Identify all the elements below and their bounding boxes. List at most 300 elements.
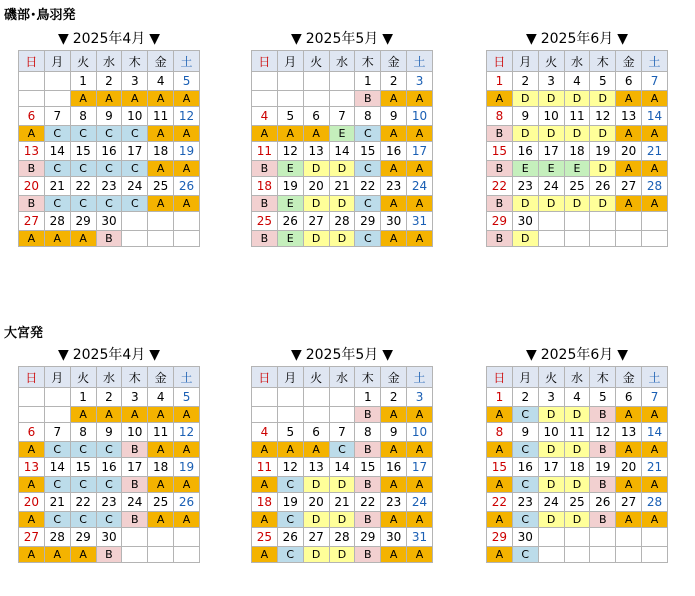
date-cell: 24: [407, 493, 433, 512]
date-cell: 23: [96, 493, 122, 512]
date-cell: 20: [303, 493, 329, 512]
date-cell: 12: [174, 107, 200, 126]
date-cell: 5: [174, 72, 200, 91]
weekday-header: 金: [616, 367, 642, 388]
date-cell: 1: [355, 72, 381, 91]
fare-code-cell: [616, 231, 642, 247]
fare-code-cell: C: [355, 161, 381, 177]
date-cell: 27: [303, 212, 329, 231]
next-month-arrow-icon[interactable]: ▼: [617, 347, 629, 363]
date-cell: 14: [329, 142, 355, 161]
date-cell: [538, 212, 564, 231]
date-cell: [148, 528, 174, 547]
next-month-arrow-icon[interactable]: ▼: [382, 347, 394, 363]
weekday-header: 火: [70, 367, 96, 388]
date-cell: 19: [590, 458, 616, 477]
weekday-header: 日: [19, 367, 45, 388]
fare-code-cell: [277, 407, 303, 423]
fare-code-cell: [303, 407, 329, 423]
date-cell: 22: [355, 493, 381, 512]
fare-code-cell: A: [19, 231, 45, 247]
fare-code-cell: A: [616, 91, 642, 107]
fare-code-cell: [564, 231, 590, 247]
weekday-header: 水: [96, 367, 122, 388]
date-cell: 18: [148, 142, 174, 161]
prev-month-arrow-icon[interactable]: ▼: [290, 347, 302, 363]
date-cell: [148, 212, 174, 231]
fare-code-cell: A: [19, 126, 45, 142]
week-date-row: [487, 493, 668, 512]
fare-code-cell: A: [487, 407, 513, 423]
date-cell: 26: [590, 493, 616, 512]
week-code-row: [487, 126, 668, 142]
date-cell: 13: [303, 142, 329, 161]
week-date-row: [487, 72, 668, 91]
date-cell: 18: [564, 142, 590, 161]
calendar-grid: [251, 366, 433, 563]
fare-code-cell: A: [174, 196, 200, 212]
date-cell: 2: [381, 72, 407, 91]
week-date-row: [252, 423, 433, 442]
date-cell: 15: [70, 142, 96, 161]
week-date-row: [252, 72, 433, 91]
date-cell: 4: [252, 107, 278, 126]
date-cell: 23: [512, 177, 538, 196]
fare-code-cell: A: [616, 512, 642, 528]
fare-code-cell: A: [148, 161, 174, 177]
prev-month-arrow-icon[interactable]: ▼: [57, 347, 69, 363]
fare-code-cell: B: [96, 231, 122, 247]
fare-code-cell: C: [355, 196, 381, 212]
date-cell: 28: [329, 528, 355, 547]
fare-code-cell: A: [148, 91, 174, 107]
fare-code-cell: A: [407, 442, 433, 458]
date-cell: 3: [538, 72, 564, 91]
date-cell: 11: [564, 107, 590, 126]
fare-code-cell: A: [616, 442, 642, 458]
date-cell: 17: [538, 142, 564, 161]
week-date-row: [487, 423, 668, 442]
date-cell: [303, 388, 329, 407]
date-cell: 3: [538, 388, 564, 407]
fare-code-cell: A: [381, 407, 407, 423]
fare-code-cell: A: [148, 196, 174, 212]
date-cell: 21: [44, 493, 70, 512]
month-label: 2025年6月: [540, 31, 614, 47]
date-cell: 13: [19, 142, 45, 161]
date-cell: [19, 388, 45, 407]
date-cell: [564, 528, 590, 547]
fare-code-cell: A: [174, 126, 200, 142]
date-cell: [303, 72, 329, 91]
fare-code-cell: D: [512, 126, 538, 142]
week-code-row: [19, 512, 200, 528]
fare-code-cell: [252, 407, 278, 423]
week-date-row: [252, 458, 433, 477]
date-cell: 6: [19, 423, 45, 442]
week-date-row: [252, 212, 433, 231]
date-cell: 9: [381, 107, 407, 126]
prev-month-arrow-icon[interactable]: ▼: [290, 31, 302, 47]
prev-month-arrow-icon[interactable]: ▼: [525, 31, 537, 47]
fare-code-cell: A: [148, 512, 174, 528]
fare-code-cell: C: [70, 161, 96, 177]
fare-code-cell: C: [512, 442, 538, 458]
date-cell: 18: [252, 177, 278, 196]
date-cell: 2: [96, 388, 122, 407]
date-cell: 17: [122, 458, 148, 477]
month-label: 2025年5月: [305, 347, 379, 363]
weekday-header: 金: [616, 51, 642, 72]
fare-code-cell: A: [407, 196, 433, 212]
fare-code-cell: A: [252, 126, 278, 142]
fare-code-cell: D: [590, 196, 616, 212]
date-cell: 19: [277, 177, 303, 196]
date-cell: 27: [19, 212, 45, 231]
date-cell: 18: [252, 493, 278, 512]
fare-code-cell: B: [252, 161, 278, 177]
next-month-arrow-icon[interactable]: ▼: [149, 31, 161, 47]
fare-code-cell: [174, 231, 200, 247]
date-cell: 19: [174, 458, 200, 477]
fare-code-cell: B: [487, 161, 513, 177]
weekday-header: 月: [277, 51, 303, 72]
fare-code-cell: A: [407, 407, 433, 423]
date-cell: 29: [487, 528, 513, 547]
fare-code-cell: C: [70, 126, 96, 142]
fare-code-cell: A: [96, 91, 122, 107]
week-code-row: [19, 231, 200, 247]
fare-code-cell: [252, 91, 278, 107]
fare-code-cell: D: [564, 126, 590, 142]
weekday-header: 土: [642, 51, 668, 72]
date-cell: 24: [122, 493, 148, 512]
week-code-row: [252, 196, 433, 212]
date-cell: 15: [487, 458, 513, 477]
date-cell: 26: [277, 212, 303, 231]
fare-code-cell: A: [407, 547, 433, 563]
month-label: 2025年4月: [72, 347, 146, 363]
date-cell: 29: [355, 212, 381, 231]
fare-code-cell: C: [277, 547, 303, 563]
weekday-header: 月: [512, 367, 538, 388]
date-cell: [616, 528, 642, 547]
fare-code-cell: D: [303, 161, 329, 177]
weekday-header: 水: [329, 367, 355, 388]
fare-code-cell: A: [277, 442, 303, 458]
date-cell: 22: [487, 177, 513, 196]
date-cell: 9: [381, 423, 407, 442]
fare-code-cell: [122, 231, 148, 247]
fare-code-cell: D: [512, 91, 538, 107]
date-cell: 17: [538, 458, 564, 477]
week-date-row: [19, 423, 200, 442]
date-cell: [642, 528, 668, 547]
week-code-row: [487, 512, 668, 528]
fare-code-cell: A: [19, 477, 45, 493]
fare-code-cell: D: [329, 547, 355, 563]
weekday-header: 火: [303, 51, 329, 72]
date-cell: 12: [590, 423, 616, 442]
week-date-row: [487, 388, 668, 407]
date-cell: 27: [616, 177, 642, 196]
date-cell: 8: [355, 423, 381, 442]
week-date-row: [487, 177, 668, 196]
date-cell: 7: [642, 72, 668, 91]
fare-code-cell: A: [381, 231, 407, 247]
date-cell: 14: [642, 423, 668, 442]
fare-code-cell: E: [564, 161, 590, 177]
section-title: 磯部･鳥羽発: [4, 8, 76, 23]
weekday-header-row: [19, 367, 200, 388]
date-cell: 27: [616, 493, 642, 512]
fare-code-cell: D: [538, 512, 564, 528]
date-cell: 14: [44, 458, 70, 477]
date-cell: 24: [538, 177, 564, 196]
week-date-row: [19, 177, 200, 196]
fare-code-cell: B: [122, 442, 148, 458]
fare-code-cell: [642, 547, 668, 563]
week-date-row: [487, 458, 668, 477]
fare-code-cell: A: [407, 477, 433, 493]
date-cell: 8: [70, 107, 96, 126]
fare-code-cell: [148, 547, 174, 563]
fare-code-cell: A: [616, 477, 642, 493]
date-cell: 7: [329, 107, 355, 126]
week-date-row: [19, 493, 200, 512]
fare-code-cell: C: [44, 126, 70, 142]
date-cell: 16: [96, 142, 122, 161]
date-cell: 4: [564, 388, 590, 407]
date-cell: 26: [174, 177, 200, 196]
week-date-row: [252, 107, 433, 126]
fare-code-cell: A: [407, 161, 433, 177]
date-cell: 15: [355, 458, 381, 477]
date-cell: 29: [70, 212, 96, 231]
fare-code-cell: D: [564, 91, 590, 107]
fare-code-cell: A: [407, 91, 433, 107]
weekday-header: 土: [642, 367, 668, 388]
fare-code-cell: A: [642, 91, 668, 107]
fare-code-cell: D: [303, 477, 329, 493]
date-cell: 4: [148, 72, 174, 91]
date-cell: 8: [355, 107, 381, 126]
date-cell: 7: [642, 388, 668, 407]
fare-code-cell: A: [252, 477, 278, 493]
date-cell: 13: [616, 423, 642, 442]
fare-code-cell: D: [329, 196, 355, 212]
prev-month-arrow-icon[interactable]: ▼: [57, 31, 69, 47]
date-cell: 3: [407, 72, 433, 91]
date-cell: 19: [277, 493, 303, 512]
fare-code-cell: B: [590, 442, 616, 458]
next-month-arrow-icon[interactable]: ▼: [382, 31, 394, 47]
date-cell: 25: [148, 177, 174, 196]
date-cell: 18: [148, 458, 174, 477]
fare-code-cell: E: [277, 196, 303, 212]
week-code-row: [487, 407, 668, 423]
date-cell: 28: [642, 493, 668, 512]
fare-code-cell: B: [355, 547, 381, 563]
date-cell: 11: [252, 458, 278, 477]
fare-code-cell: E: [329, 126, 355, 142]
week-date-row: [487, 212, 668, 231]
fare-code-cell: D: [303, 512, 329, 528]
date-cell: 16: [512, 142, 538, 161]
fare-code-cell: D: [303, 231, 329, 247]
date-cell: 3: [407, 388, 433, 407]
fare-code-cell: C: [355, 126, 381, 142]
fare-code-cell: A: [303, 126, 329, 142]
fare-code-cell: B: [122, 512, 148, 528]
fare-code-cell: A: [642, 442, 668, 458]
month-header: [486, 344, 668, 366]
date-cell: 21: [44, 177, 70, 196]
date-cell: 24: [538, 493, 564, 512]
weekday-header: 木: [122, 51, 148, 72]
fare-code-cell: C: [96, 442, 122, 458]
fare-code-cell: C: [355, 231, 381, 247]
date-cell: 29: [70, 528, 96, 547]
week-code-row: [487, 477, 668, 493]
date-cell: 1: [487, 72, 513, 91]
weekday-header: 土: [407, 367, 433, 388]
fare-code-cell: [148, 231, 174, 247]
fare-code-cell: C: [96, 161, 122, 177]
date-cell: 15: [487, 142, 513, 161]
next-month-arrow-icon[interactable]: ▼: [149, 347, 161, 363]
next-month-arrow-icon[interactable]: ▼: [617, 31, 629, 47]
date-cell: 12: [277, 142, 303, 161]
week-code-row: [487, 442, 668, 458]
date-cell: 5: [590, 388, 616, 407]
fare-code-cell: C: [96, 196, 122, 212]
fare-code-cell: A: [252, 442, 278, 458]
date-cell: 5: [590, 72, 616, 91]
date-cell: [616, 212, 642, 231]
week-code-row: [252, 477, 433, 493]
month-calendar: [486, 344, 668, 563]
weekday-header: 木: [122, 367, 148, 388]
fare-code-cell: A: [174, 442, 200, 458]
fare-code-cell: A: [642, 126, 668, 142]
date-cell: 2: [381, 388, 407, 407]
fare-code-cell: C: [512, 477, 538, 493]
fare-code-cell: A: [148, 407, 174, 423]
weekday-header: 火: [538, 367, 564, 388]
date-cell: 10: [122, 107, 148, 126]
fare-code-cell: D: [538, 442, 564, 458]
month-label: 2025年6月: [540, 347, 614, 363]
date-cell: [642, 212, 668, 231]
fare-code-cell: D: [564, 442, 590, 458]
date-cell: 29: [487, 212, 513, 231]
week-date-row: [19, 388, 200, 407]
fare-code-cell: C: [512, 512, 538, 528]
fare-code-cell: D: [329, 512, 355, 528]
weekday-header: 月: [44, 51, 70, 72]
prev-month-arrow-icon[interactable]: ▼: [525, 347, 537, 363]
date-cell: [590, 212, 616, 231]
fare-code-cell: C: [96, 477, 122, 493]
date-cell: 18: [564, 458, 590, 477]
week-code-row: [252, 512, 433, 528]
fare-code-cell: [19, 91, 45, 107]
date-cell: 24: [407, 177, 433, 196]
week-code-row: [487, 231, 668, 247]
fare-code-cell: A: [148, 477, 174, 493]
date-cell: 30: [512, 528, 538, 547]
week-date-row: [19, 72, 200, 91]
fare-code-cell: A: [148, 126, 174, 142]
date-cell: 7: [44, 423, 70, 442]
month-header: [18, 28, 200, 50]
week-code-row: [252, 161, 433, 177]
fare-code-cell: D: [303, 547, 329, 563]
fare-code-cell: C: [44, 477, 70, 493]
date-cell: 9: [96, 107, 122, 126]
fare-code-cell: D: [538, 196, 564, 212]
week-code-row: [19, 196, 200, 212]
fare-code-cell: D: [590, 161, 616, 177]
date-cell: 1: [487, 388, 513, 407]
fare-code-cell: A: [381, 477, 407, 493]
fare-code-cell: [590, 231, 616, 247]
date-cell: 13: [303, 458, 329, 477]
month-header: [486, 28, 668, 50]
date-cell: 24: [122, 177, 148, 196]
fare-code-cell: B: [590, 512, 616, 528]
date-cell: 28: [44, 212, 70, 231]
fare-code-cell: B: [355, 512, 381, 528]
calendar-grid: [18, 50, 200, 247]
fare-code-cell: D: [538, 91, 564, 107]
fare-code-cell: B: [252, 196, 278, 212]
week-code-row: [487, 91, 668, 107]
fare-code-cell: A: [642, 407, 668, 423]
date-cell: 20: [19, 177, 45, 196]
week-date-row: [252, 142, 433, 161]
fare-code-cell: A: [381, 91, 407, 107]
date-cell: [44, 72, 70, 91]
fare-code-cell: A: [70, 547, 96, 563]
weekday-header-row: [487, 367, 668, 388]
date-cell: 22: [70, 177, 96, 196]
fare-code-cell: A: [19, 512, 45, 528]
date-cell: 10: [538, 107, 564, 126]
date-cell: 28: [329, 212, 355, 231]
date-cell: 19: [174, 142, 200, 161]
week-date-row: [252, 493, 433, 512]
fare-code-cell: B: [487, 231, 513, 247]
date-cell: [564, 212, 590, 231]
date-cell: 28: [44, 528, 70, 547]
date-cell: [252, 72, 278, 91]
date-cell: 25: [252, 528, 278, 547]
fare-code-cell: [122, 547, 148, 563]
fare-code-cell: C: [70, 442, 96, 458]
fare-code-cell: C: [44, 161, 70, 177]
week-date-row: [19, 212, 200, 231]
month-calendar: [251, 344, 433, 563]
fare-code-cell: B: [355, 91, 381, 107]
fare-code-cell: B: [590, 477, 616, 493]
weekday-header: 木: [355, 51, 381, 72]
fare-code-cell: D: [538, 477, 564, 493]
fare-code-cell: C: [96, 126, 122, 142]
date-cell: 8: [70, 423, 96, 442]
date-cell: 7: [329, 423, 355, 442]
